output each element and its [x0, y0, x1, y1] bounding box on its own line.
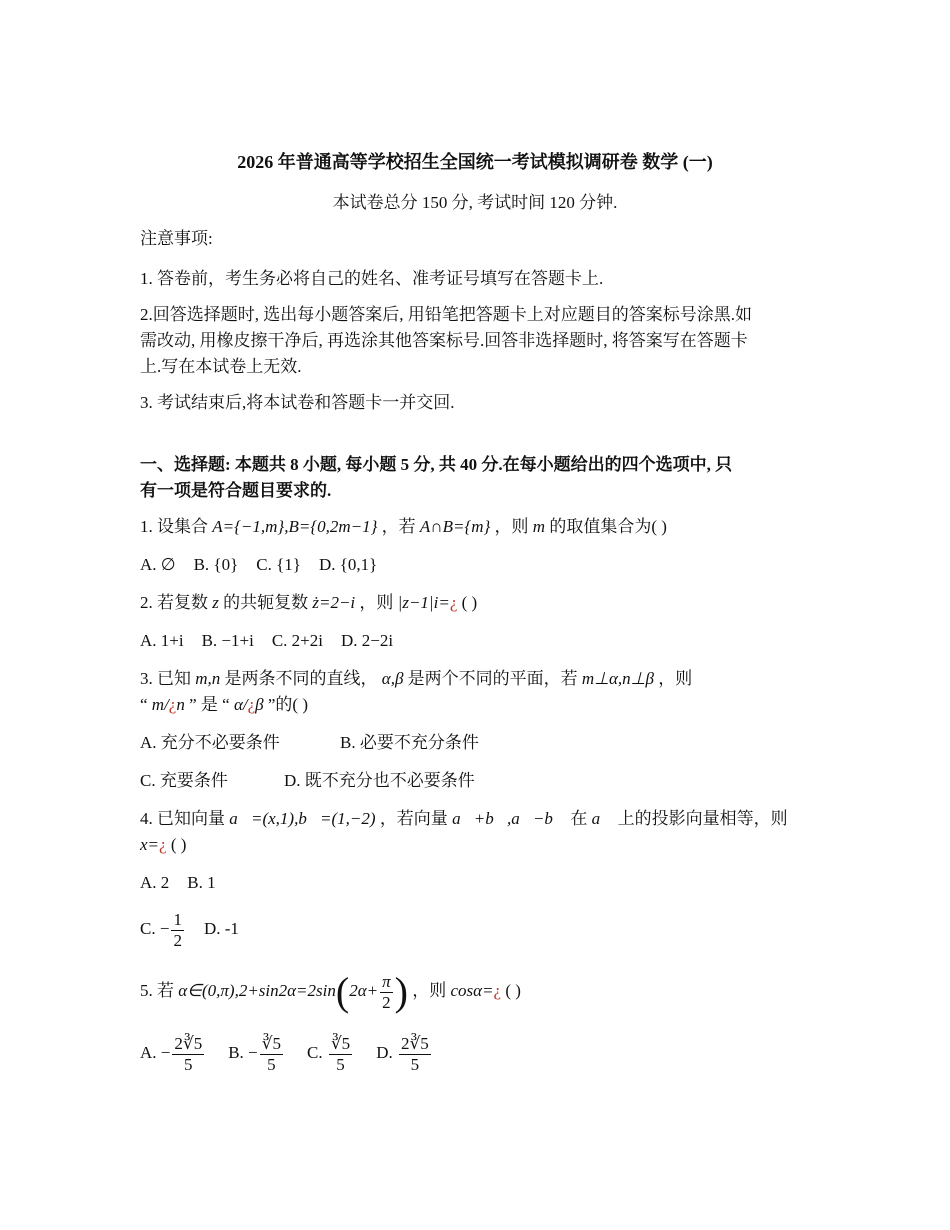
q5-options	[140, 1030, 810, 1076]
q5-option-c-pre: C.	[307, 1043, 327, 1062]
q4-option-c-den: 2	[173, 930, 182, 950]
q5-option-b-num: ∛5	[261, 1033, 281, 1053]
q3-l2m: m/	[151, 695, 169, 714]
q5-paren-left: (	[335, 969, 350, 1015]
question-2	[140, 590, 810, 616]
q2-pre: 2. 若复数	[140, 593, 213, 612]
q4-option-a: A. 2	[140, 873, 170, 892]
q4-option-b: B. 1	[187, 873, 216, 892]
q1-option-d: D. {0,1}	[318, 555, 378, 574]
q1-var: m	[532, 517, 546, 536]
q3-lines: m,n	[195, 669, 221, 688]
q4-option-d: D. -1	[203, 919, 239, 938]
note-2-line2: 需改动, 用橡皮擦干净后, 再选涂其他答案标号.回答非选择题时, 将答案写在答题卡	[140, 331, 748, 350]
q3-post: ，则	[653, 669, 693, 688]
q4-option-c-pre: C. −	[140, 919, 170, 938]
q2-option-b: B. −1+i	[201, 631, 254, 650]
q3-options-row1	[140, 730, 810, 756]
q5-option-a-num: 2∛5	[174, 1033, 203, 1053]
q3-l2e: ”的( )	[263, 695, 308, 714]
q5-placeholder: ¿	[493, 981, 502, 1000]
q4-options-row2	[140, 906, 810, 952]
q1-condition: A∩B={m}	[419, 517, 491, 536]
question-3-line1	[140, 666, 810, 692]
q2-option-c: C. 2+2i	[271, 631, 323, 650]
note-2-line3: 上.写在本试卷上无效.	[140, 357, 302, 376]
q1-pre: 1. 设集合	[140, 517, 213, 536]
q5-pre: 5. 若	[140, 981, 179, 1000]
question-3-line2	[140, 692, 810, 718]
q3-pre: 3. 已知	[140, 669, 196, 688]
q3-l2b: ” 是 “	[184, 695, 234, 714]
notes-heading: 注意事项:	[140, 229, 213, 248]
q4-vectors: a⃗=(x,1),b⃗=(1,−2)	[229, 809, 376, 828]
q5-option-a-den: 5	[184, 1054, 193, 1074]
q3-option-b: B. 必要不充分条件	[340, 733, 479, 752]
q3-mid2: 是两个不同的平面，若	[403, 669, 582, 688]
q4-option-c-num: 1	[173, 909, 182, 929]
question-4-line2	[140, 832, 810, 858]
q2-expression: |z−1|i=	[397, 593, 450, 612]
q1-mid: ，若	[377, 517, 420, 536]
q5-mid: ，则	[407, 981, 451, 1000]
q5-option-c-num: ∛5	[330, 1033, 351, 1053]
q5-option-b-fraction	[260, 1034, 283, 1075]
q5-option-d-num: 2∛5	[400, 1033, 429, 1053]
q1-option-c: C. {1}	[256, 555, 301, 574]
q5-two: 2	[382, 992, 391, 1012]
q3-l2d: β	[255, 695, 264, 714]
q2-options	[140, 628, 810, 654]
q1-mid2: ，则	[490, 517, 533, 536]
q5-option-b-pre: B. −	[228, 1043, 258, 1062]
q4-a: a⃗	[591, 809, 614, 828]
q5-paren-right: )	[394, 969, 408, 1015]
q2-post: ( )	[457, 593, 478, 612]
q5-cos: cosα=	[450, 981, 494, 1000]
q1-options	[140, 552, 810, 578]
q4-mid2: 在	[566, 809, 592, 828]
note-1: 1. 答卷前，考生务必将自己的姓名、准考证号填写在答题卡上.	[140, 269, 604, 288]
q5-pi-over-2	[380, 972, 393, 1013]
q2-option-a: A. 1+i	[140, 631, 184, 650]
q4-placeholder: ¿	[159, 835, 167, 854]
q4-vectors-2: a⃗+b⃗,a⃗−b⃗	[452, 809, 567, 828]
q3-option-d: D. 既不充分也不必要条件	[284, 771, 475, 790]
q1-sets: A={−1,m},B={0,2m−1}	[212, 517, 378, 536]
q3-option-c: C. 充要条件	[140, 771, 228, 790]
q3-options-row2	[140, 768, 810, 794]
q5-condition: α∈(0,π),2+sin2α=2sin	[178, 981, 336, 1000]
q5-option-a-pre: A. −	[140, 1043, 171, 1062]
question-5	[140, 966, 810, 1016]
q4-mid: ，若向量	[375, 809, 453, 828]
q5-option-d-den: 5	[410, 1054, 420, 1074]
q4-pre: 4. 已知向量	[140, 809, 230, 828]
section-heading-line2: 有一项是符合题目要求的.	[140, 481, 332, 500]
q3-planes: α,β	[381, 669, 404, 688]
q5-inner: 2α+	[349, 981, 379, 1000]
exam-subtitle: 本试卷总分 150 分, 考试时间 120 分钟.	[332, 193, 618, 212]
q4-x: x=	[140, 835, 160, 854]
q5-pi: π	[382, 971, 391, 991]
q1-option-b: B. {0}	[193, 555, 239, 574]
q1-post: 的取值集合为( )	[545, 517, 667, 536]
note-2-line1: 2.回答选择题时, 选出每小题答案后, 用铅笔把答题卡上对应题目的答案标号涂黑.如	[140, 305, 752, 324]
q4-post: 上的投影向量相等，则	[613, 809, 788, 828]
q4-l2-post: ( )	[166, 835, 187, 854]
q3-l2n: n	[176, 695, 185, 714]
q2-conjugate: ż=2−i	[312, 593, 356, 612]
q3-l2a: “	[140, 695, 152, 714]
q5-option-c-den: 5	[336, 1054, 345, 1074]
q5-option-d-fraction	[399, 1034, 431, 1075]
q5-post: ( )	[501, 981, 521, 1000]
q3-condition: m⊥α,n⊥β	[581, 669, 654, 688]
section-heading-line1: 一、选择题: 本题共 8 小题, 每小题 5 分, 共 40 分.在每小题给出的四个选项中, 只	[140, 455, 733, 474]
q1-option-a: A. ∅	[140, 555, 176, 574]
q2-mid2: ，则	[355, 593, 398, 612]
q2-mid: 的共轭复数	[218, 593, 313, 612]
q3-placeholder-2: ¿	[247, 695, 256, 714]
q2-z: z	[212, 593, 219, 612]
note-3: 3. 考试结束后,将本试卷和答题卡一并交回.	[140, 393, 455, 412]
q3-placeholder-1: ¿	[168, 695, 177, 714]
q3-mid: 是两条不同的直线，	[220, 669, 382, 688]
exam-title: 2026 年普通高等学校招生全国统一考试模拟调研卷 数学 (一)	[237, 152, 713, 172]
q5-option-a-fraction	[172, 1034, 204, 1075]
question-1	[140, 514, 810, 540]
q4-options-row1	[140, 870, 810, 896]
q5-option-c-fraction	[329, 1034, 352, 1075]
q2-placeholder: ¿	[449, 593, 458, 612]
q2-option-d: D. 2−2i	[341, 631, 394, 650]
q5-option-b-den: 5	[267, 1054, 276, 1074]
q3-l2c: α/	[233, 695, 248, 714]
q5-option-d-pre: D.	[376, 1043, 397, 1062]
q4-option-c-fraction	[171, 910, 184, 951]
q3-option-a: A. 充分不必要条件	[140, 733, 280, 752]
question-4-line1	[140, 806, 810, 832]
